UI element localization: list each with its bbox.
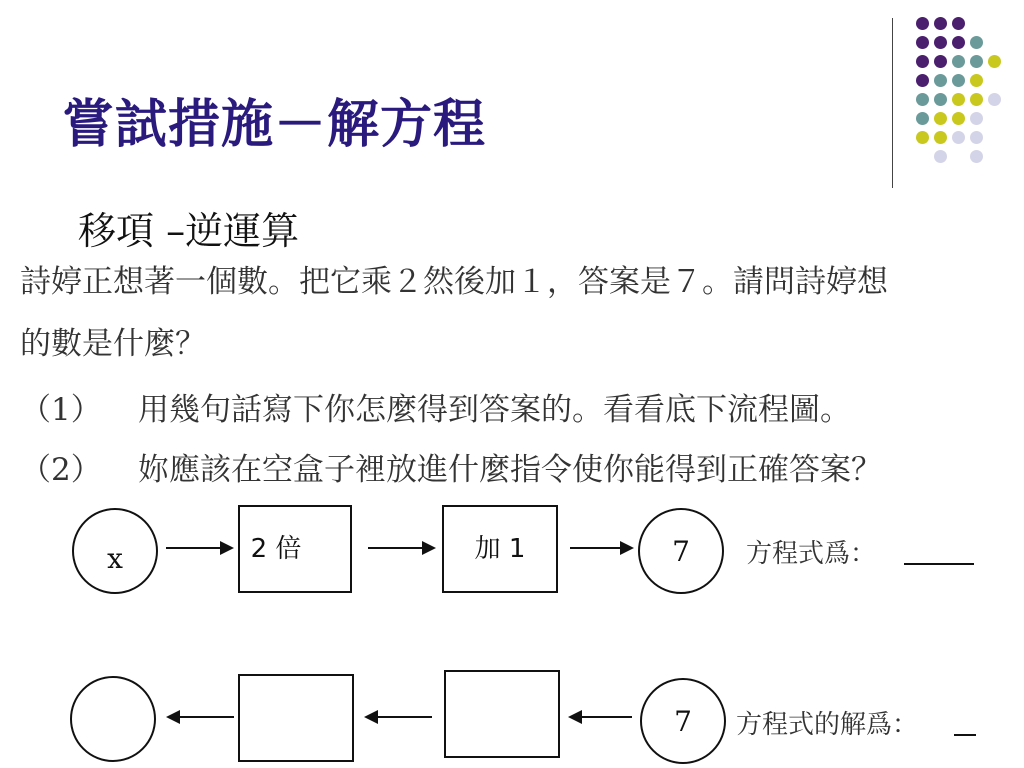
dot: [970, 36, 983, 49]
equation-answer-blank[interactable]: [904, 563, 974, 565]
arrow-right: [570, 547, 622, 549]
slide-title: 嘗試措施－解方程: [62, 95, 487, 155]
dot: [970, 150, 983, 163]
dot: [934, 36, 947, 49]
dot: [970, 93, 983, 106]
solution-answer-blank[interactable]: [954, 734, 976, 736]
dot: [988, 93, 1001, 106]
result-node-label: 7: [672, 535, 690, 568]
dot: [952, 93, 965, 106]
dot: [934, 150, 947, 163]
arrow-right: [166, 547, 222, 549]
dot: [916, 93, 929, 106]
arrow-left: [178, 716, 234, 718]
answer-node[interactable]: [70, 676, 156, 762]
arrow-right: [368, 547, 424, 549]
step-number: （1）: [20, 392, 102, 428]
dot: [970, 74, 983, 87]
arrow-left: [376, 716, 432, 718]
solution-label: 方程式的解爲：: [736, 710, 919, 740]
dot: [988, 55, 1001, 68]
dot: [916, 112, 929, 125]
dot: [916, 74, 929, 87]
dot: [970, 55, 983, 68]
operation-box-label: 2 倍: [250, 534, 302, 564]
problem-text-line2: 的數是什麼？: [20, 326, 206, 362]
slide-subtitle: 移項 –逆運算: [78, 209, 300, 253]
dot: [952, 74, 965, 87]
dot: [970, 112, 983, 125]
step-1: [20, 384, 851, 429]
arrow-left: [580, 716, 632, 718]
step-2: [20, 444, 882, 489]
input-node-label: 7: [674, 705, 692, 738]
dot: [916, 36, 929, 49]
dot: [916, 131, 929, 144]
dot: [952, 112, 965, 125]
dot: [916, 17, 929, 30]
dot: [934, 93, 947, 106]
start-node-label: x: [107, 542, 123, 575]
dot: [952, 36, 965, 49]
operation-box-label: 加 1: [474, 534, 526, 564]
dot: [934, 55, 947, 68]
dot: [934, 112, 947, 125]
inverse-operation-box[interactable]: [444, 670, 560, 758]
step-text: 用幾句話寫下你怎麼得到答案的。看看底下流程圖。: [138, 392, 851, 428]
dot: [934, 131, 947, 144]
title-divider: [892, 18, 893, 188]
dot: [934, 17, 947, 30]
inverse-operation-box[interactable]: [238, 674, 354, 762]
dot: [952, 131, 965, 144]
equation-label: 方程式爲：: [746, 539, 877, 569]
problem-text-line1: 詩婷正想著一個數。把它乘２然後加１，答案是７。請問詩婷想: [20, 264, 888, 300]
dot: [970, 131, 983, 144]
dot: [916, 55, 929, 68]
dot: [952, 17, 965, 30]
dot: [934, 74, 947, 87]
dot: [952, 55, 965, 68]
step-text: 妳應該在空盒子裡放進什麼指令使你能得到正確答案？: [138, 452, 882, 488]
step-number: （2）: [20, 452, 102, 488]
